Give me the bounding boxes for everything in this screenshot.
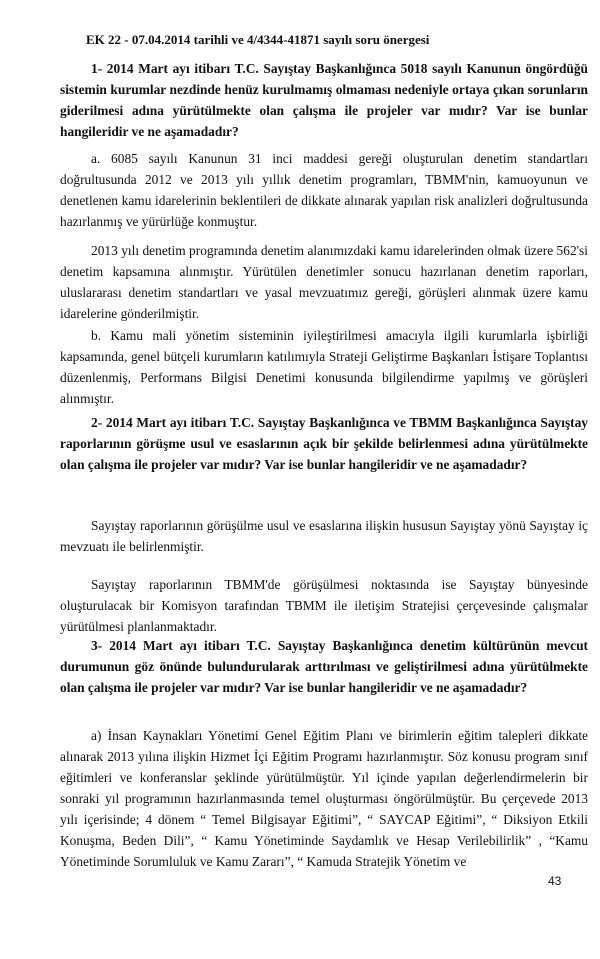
answer-2a: Sayıştay raporlarının görüşülme usul ve esaslarına ilişkin hususun Sayıştay yönü Sayıştay iç mevzuatı ile belirlenmiştir.	[60, 518, 588, 554]
answer-1a-continued: 2013 yılı denetim programında denetim alanımızdaki kamu idarelerinden olmak üzere 562'si denetim kapsamına alınmıştır. Yürütülen denetimler sonucu hazırlanan denetim raporları, uluslararası denetim standartları ve yasal mevzuatımız gereği, görüşleri alınmak üzere kamu idarelerine gönderilmiştir.	[60, 243, 588, 321]
document-header: EK 22 - 07.04.2014 tarihli ve 4/4344-41871 sayılı soru önergesi	[86, 32, 430, 47]
question-1: 1- 2014 Mart ayı itibarı T.C. Sayıştay Başkanlığınca 5018 sayılı Kanunun öngördüğü sistemin kurumlar nezdinde henüz kurulmamış olmaması nedeniyle ortaya çıkan sorunların giderilmesi adına yürütülmekte olan çalışma ile projeler var mıdır? Var ise bunlar hangileridir ve ne aşamadadır?	[60, 61, 588, 139]
answer-3a: a) İnsan Kaynakları Yönetimi Genel Eğitim Planı ve birimlerin eğitim talepleri dikkate alınarak 2013 yılına ilişkin Hizmet İçi Eğitim Programı hazırlanmıştır. Söz konusu program sınıf eğitimleri ve konferanslar şeklinde yürütülmüştür. Yıl içinde yapılan değerlendirmelerin bir sonraki yıl programının hazırlanmasında temel oluşturması öngörülmüştür. Bu çerçevede 2013 yılı içerisinde; 4 dönem “ Temel Bilgisayar Eğitimi”, “ SAYCAP Eğitimi”, “ Diksiyon Etkili Konuşma, Beden Dili”, “ Kamu Yönetiminde Saydamlık ve Hesap Verilebilirlik” , “Kamu Yönetiminde Sorumluluk ve Kamu Zararı”, “ Kamuda Stratejik Yönetim ve	[60, 728, 588, 869]
page-number: 43	[548, 874, 562, 888]
answer-1a: a. 6085 sayılı Kanunun 31 inci maddesi gereği oluşturulan denetim standartları doğrultusunda 2012 ve 2013 yılı yıllık denetim programları, TBMM'nin, kamuoyunun ve denetlenen kamu idarelerinin beklentileri de dikkate alınarak yapılan risk analizleri doğrultusunda hazırlanmış ve yürürlüğe konmuştur.	[60, 151, 588, 229]
answer-2b: Sayıştay raporlarının TBMM'de görüşülmesi noktasında ise Sayıştay bünyesinde oluşturulacak bir Komisyon tarafından TBMM ile iletişim Stratejisi çerçevesinde çalışmalar yürütülmesi planlanmaktadır.	[60, 577, 588, 634]
question-2: 2- 2014 Mart ayı itibarı T.C. Sayıştay Başkanlığınca ve TBMM Başkanlığınca Sayıştay raporlarının görüşme usul ve esaslarının açık bir şekilde belirlenmesi adına yürütülmekte olan çalışma ile projeler var mıdır? Var ise bunlar hangileridir ve ne aşamadadır?	[60, 415, 588, 472]
question-3: 3- 2014 Mart ayı itibarı T.C. Sayıştay Başkanlığınca denetim kültürünün mevcut durumunun göz önünde bulundurularak arttırılması ve geliştirilmesi adına yürütülmekte olan çalışma ile projeler var mıdır? Var ise bunlar hangileridir ve ne aşamadadır?	[60, 638, 588, 695]
answer-1b: b. Kamu mali yönetim sisteminin iyileştirilmesi amacıyla ilgili kurumlarla işbirliği kapsamında, genel bütçeli kurumların katılımıyla Strateji Geliştirme Başkanları İstişare Toplantısı düzenlenmiş, Performans Bilgisi Denetimi konusunda bilgilendirme yapılmış ve görüşleri alınmıştır.	[60, 328, 588, 406]
